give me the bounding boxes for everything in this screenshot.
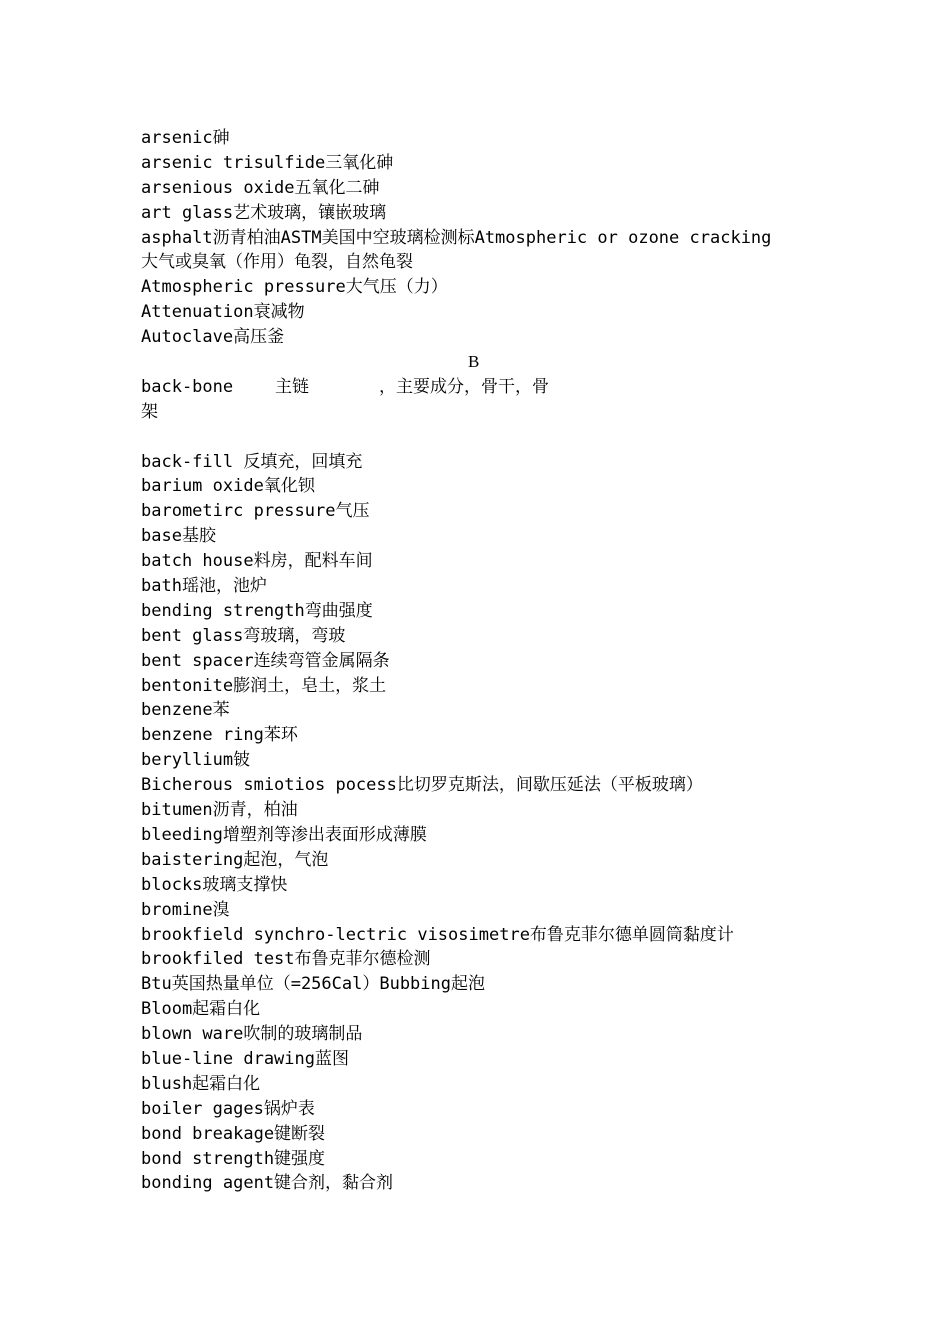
glossary-entry-backbone <box>141 375 841 400</box>
glossary-entry: barium oxide氧化钡 <box>141 476 315 497</box>
glossary-entry: arsenic砷 <box>141 128 230 148</box>
blank-line <box>141 425 841 450</box>
glossary-entry: Attenuation衰减物 <box>141 302 305 323</box>
backbone-wrap: 架 <box>141 401 158 422</box>
glossary-entry: arsenious oxide五氧化二砷 <box>141 177 380 198</box>
glossary-entry: benzene苯 <box>141 700 230 721</box>
glossary-entry: barometirc pressure气压 <box>141 501 370 522</box>
glossary-entry: batch house料房，配料车间 <box>141 551 373 572</box>
document-page <box>141 126 841 1196</box>
glossary-entry: benzene ring苯环 <box>141 725 298 746</box>
glossary-entry: bond breakage键断裂 <box>141 1123 326 1144</box>
glossary-entry: arsenic trisulfide三氧化砷 <box>141 152 394 173</box>
glossary-entry: Atmospheric pressure大气压（力） <box>141 277 448 298</box>
glossary-entry: brookfiled test布鲁克菲尔德检测 <box>141 949 431 970</box>
glossary-entry: blocks玻璃支撑快 <box>141 874 288 895</box>
glossary-entry: baistering起泡，气泡 <box>141 849 329 870</box>
glossary-entry: base基胶 <box>141 526 216 547</box>
glossary-entry: art glass艺术玻璃，镶嵌玻璃 <box>141 202 387 223</box>
glossary-entry: bentonite膨润土，皂土，浆土 <box>141 675 387 696</box>
backbone-meaning: 主链 <box>275 376 309 397</box>
glossary-entry: bonding agent键合剂，黏合剂 <box>141 1173 394 1194</box>
glossary-entry: boiler gages锅炉表 <box>141 1098 315 1119</box>
glossary-entry: Btu英国热量单位（=256Cal）Bubbing起泡 <box>141 974 485 995</box>
glossary-entry: bent spacer连续弯管金属隔条 <box>141 650 390 671</box>
glossary-entry: brookfield synchro-lectric visosimetre布鲁克菲尔德单圆筒黏度计 <box>141 924 734 945</box>
glossary-entry: Autoclave高压釜 <box>141 327 285 348</box>
entry-list-b <box>141 450 841 1197</box>
backbone-rest: ，主要成分，骨干，骨 <box>379 376 549 397</box>
glossary-entry: bromine溴 <box>141 899 230 920</box>
glossary-entry: 大气或臭氧（作用）龟裂，自然龟裂 <box>141 252 413 273</box>
glossary-entry: Bicherous smiotios pocess比切罗克斯法，间歇压延法（平板玻璃） <box>141 775 703 796</box>
glossary-entry: blush起霜白化 <box>141 1073 261 1094</box>
glossary-entry: Bloom起霜白化 <box>141 999 261 1020</box>
glossary-entry: beryllium铍 <box>141 750 251 771</box>
glossary-entry: bent glass弯玻璃，弯玻 <box>141 625 346 646</box>
backbone-term: back-bone <box>141 376 234 397</box>
glossary-entry: back-fill 反填充，回填充 <box>141 451 363 472</box>
glossary-entry: blue-line drawing蓝图 <box>141 1048 349 1069</box>
glossary-entry: bending strength弯曲强度 <box>141 600 373 621</box>
glossary-entry: bleeding增塑剂等渗出表面形成薄膜 <box>141 824 427 845</box>
glossary-entry: asphalt沥青柏油ASTM美国中空玻璃检测标Atmospheric or ozone cracking <box>141 227 772 248</box>
glossary-entry: bath瑶池，池炉 <box>141 576 267 597</box>
glossary-entry: bitumen沥青，柏油 <box>141 800 298 821</box>
glossary-entry: blown ware吹制的玻璃制品 <box>141 1024 363 1045</box>
section-heading-b: B <box>468 352 480 372</box>
entry-list-a <box>141 126 841 350</box>
glossary-entry: bond strength键强度 <box>141 1148 326 1169</box>
